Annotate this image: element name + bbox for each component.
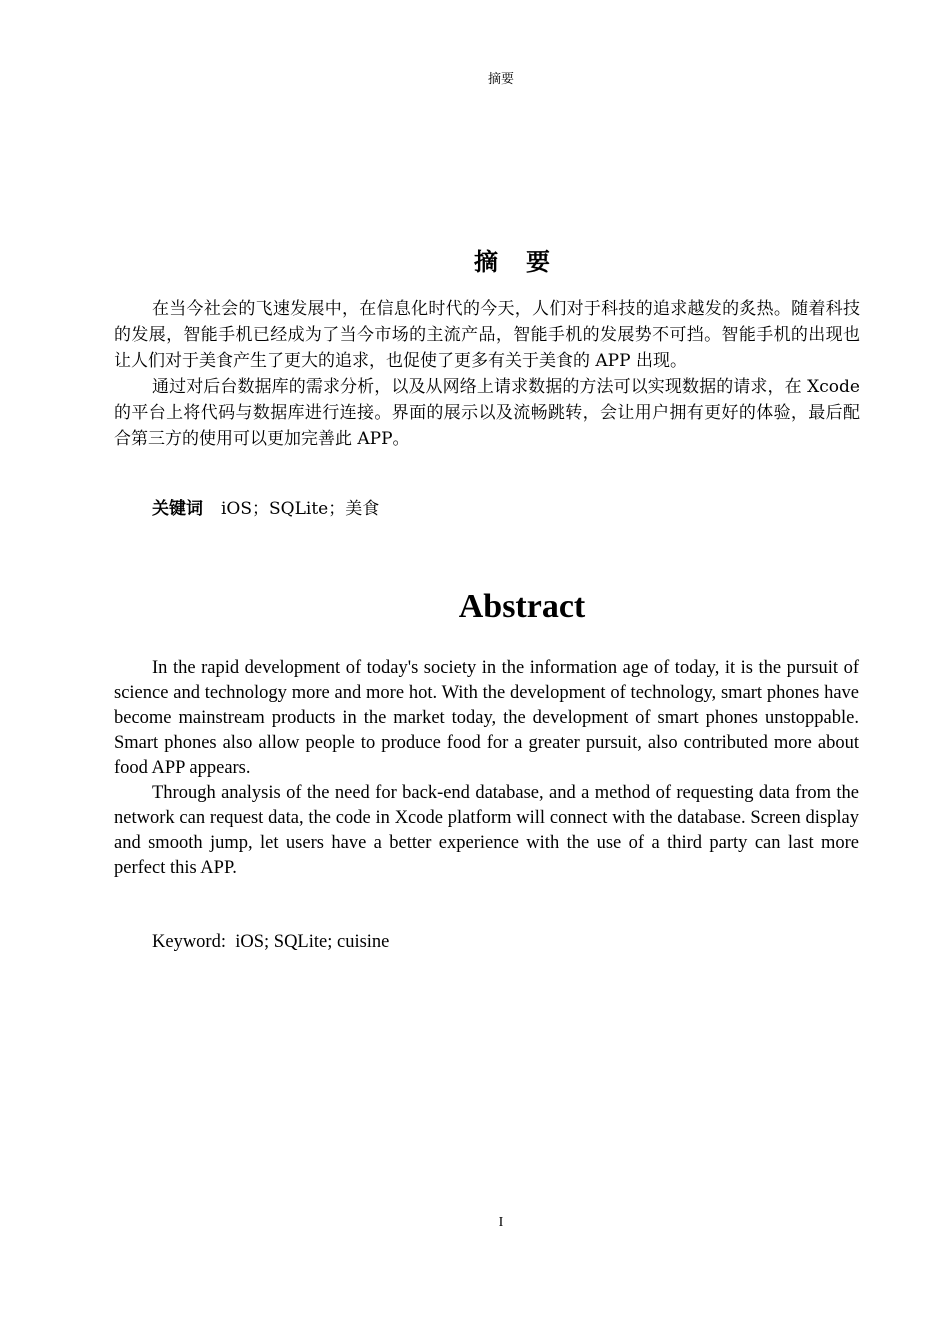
english-keywords: Keyword: iOS; SQLite; cuisine [152, 932, 390, 952]
page-number: I [498, 1215, 504, 1230]
english-abstract-paragraph-2: Through analysis of the need for back-end database, and a method of requesting data from the network can request data, the code in Xcode platform will connect with the database. Screen display and smooth jump, let users have a better experience with the use of a third party can last more perfect this APP. [114, 783, 859, 878]
chinese-abstract-paragraph-2: 通过对后台数据库的需求分析，以及从网络上请求数据的方法可以实现数据的请求，在 Xcode 的平台上将代码与数据库进行连接。界面的展示以及流畅跳转，会让用户拥有更好的体验，最后配合第三方的使用可以更加完善此 APP。 [114, 377, 860, 449]
running-header: 摘要 [487, 72, 514, 87]
chinese-keywords-value: iOS；SQLite；美食 [221, 499, 380, 519]
chinese-abstract-body [114, 296, 860, 452]
chinese-keywords-label: 关键词 [152, 499, 203, 519]
english-abstract-title: Abstract [458, 588, 586, 625]
chinese-abstract-paragraph-1: 在当今社会的飞速发展中，在信息化时代的今天，人们对于科技的追求越发的炙热。随着科技的发展，智能手机已经成为了当今市场的主流产品，智能手机的发展势不可挡。智能手机的出现也让人们对于美食产生了更大的追求，也促使了更多有关于美食的 APP 出现。 [114, 299, 860, 371]
chinese-keywords [152, 496, 379, 522]
chinese-abstract-title: 摘 要 [474, 247, 552, 276]
english-abstract-paragraph-1: In the rapid development of today's society in the information age of today, it is the pursuit of science and technology more and more hot. With the development of technology, smart phones have become mainstream products in the market today, the development of smart phones unstoppable. Smart phones also allow people to produce food for a greater pursuit, also contributed more about food APP appears. [114, 658, 859, 778]
english-abstract-body [114, 656, 859, 881]
